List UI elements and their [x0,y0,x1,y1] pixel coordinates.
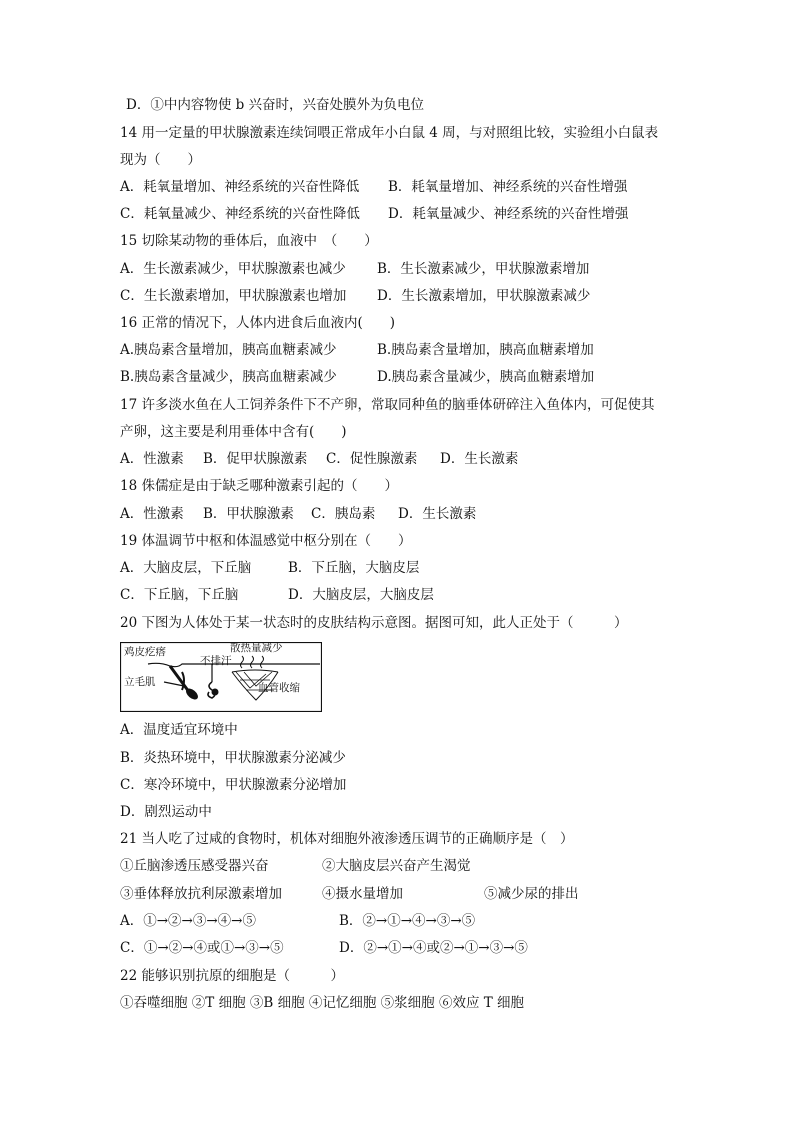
q20-stem: 20 下图为人体处于某一状态时的皮肤结构示意图。据图可知，此人正处于（ ） [120,615,628,631]
q22-items: ①吞噬细胞 ②T 细胞 ③B 细胞 ④记忆细胞 ⑤浆细胞 ⑥效应 T 细胞 [120,995,525,1011]
q20-option-d: D．剧烈运动中 [120,804,212,820]
q15-option-d: D．生长激素增加，甲状腺激素减少 [377,288,591,304]
q16-option-d: D.胰岛素含量减少，胰高血糖素增加 [377,369,595,385]
q17-option-b: B．促甲状腺激素 [203,451,308,467]
q14-option-b: B．耗氧量增加、神经系统的兴奋性增强 [388,179,628,195]
q20-option-b: B．炎热环境中，甲状腺激素分泌减少 [120,750,346,766]
q18-option-a: A．性激素 [120,506,184,522]
q19-option-a: A．大脑皮层，下丘脑 [120,560,252,576]
figure-label-no-sweat: 不排汗 [200,655,232,667]
q17-option-c: C．促性腺激素 [326,451,418,467]
q18-stem: 18 侏儒症是由于缺乏哪种激素引起的（ ） [120,478,398,494]
q19-option-b: B．下丘脑，大脑皮层 [288,560,420,576]
q17-stem: 17 许多淡水鱼在人工饲养条件下不产卵，常取同种鱼的脑垂体研碎注入鱼体内，可促使其 [120,397,655,413]
q15-option-b: B．生长激素减少，甲状腺激素增加 [377,261,590,277]
q17-option-d: D．生长激素 [440,451,519,467]
figure-label-goosebumps: 鸡皮疙瘩 [124,646,166,658]
skin-structure-figure [120,642,322,712]
figure-label-vessel-constriction: 血管收缩 [258,682,300,694]
figure-label-arrector-muscle: 立毛肌 [124,676,156,688]
q21-option-b: B．②→①→④→③→⑤ [339,913,476,929]
q15-stem: 15 切除某动物的垂体后，血液中 （ ） [120,233,378,249]
q15-option-c: C．生长激素增加，甲状腺激素也增加 [120,288,347,304]
q14-option-a: A．耗氧量增加、神经系统的兴奋性降低 [120,179,360,195]
q21-step-2: ②大脑皮层兴奋产生渴觉 [322,858,471,874]
q21-option-c: C．①→②→④或①→③→⑤ [120,940,284,956]
q16-option-a: A.胰岛素含量增加，胰高血糖素减少 [120,342,337,358]
q18-option-d: D．生长激素 [398,506,477,522]
q16-option-b: B.胰岛素含量增加，胰高血糖素增加 [377,342,594,358]
q21-option-d: D．②→①→④或②→①→③→⑤ [339,940,528,956]
q21-option-a: A．①→②→③→④→⑤ [120,913,256,929]
q21-stem: 21 当人吃了过咸的食物时，机体对细胞外液渗透压调节的正确顺序是（ ） [120,831,574,847]
q15-option-a: A．生长激素减少，甲状腺激素也减少 [120,261,346,277]
q14-option-d: D．耗氧量减少、神经系统的兴奋性增强 [388,206,629,222]
q14-stem: 14 用一定量的甲状腺激素连续饲喂正常成年小白鼠 4 周，与对照组比较，实验组小白鼠表 [120,125,659,141]
q16-stem: 16 正常的情况下，人体内进食后血液内( ) [120,315,396,331]
q19-stem: 19 体温调节中枢和体温感觉中枢分别在（ ） [120,533,412,549]
q21-step-1: ①丘脑渗透压感受器兴奋 [120,858,269,874]
q21-step-4: ④摄水量增加 [322,886,403,902]
q17-stem-cont: 产卵，这主要是利用垂体中含有( ) [120,424,347,440]
q21-step-3: ③垂体释放抗利尿激素增加 [120,886,282,902]
q19-option-d: D．大脑皮层，大脑皮层 [288,587,434,603]
q20-option-a: A．温度适宜环境中 [120,722,238,738]
q21-step-5: ⑤减少尿的排出 [484,886,579,902]
q14-option-c: C．耗氧量减少、神经系统的兴奋性降低 [120,206,360,222]
q19-option-c: C．下丘脑，下丘脑 [120,587,239,603]
q22-stem: 22 能够识别抗原的细胞是（ ） [120,968,344,984]
q14-stem-cont: 现为（ ） [120,152,201,168]
q17-option-a: A．性激素 [120,451,184,467]
q20-option-c: C．寒冷环境中，甲状腺激素分泌增加 [120,777,347,793]
figure-label-heat-loss: 散热量减少 [230,642,283,654]
q18-option-c: C．胰岛素 [311,506,376,522]
q16-option-c: B.胰岛素含量减少，胰高血糖素减少 [120,369,337,385]
q13-option-d: D．①中内容物使 b 兴奋时，兴奋处膜外为负电位 [126,97,425,113]
q18-option-b: B．甲状腺激素 [203,506,294,522]
